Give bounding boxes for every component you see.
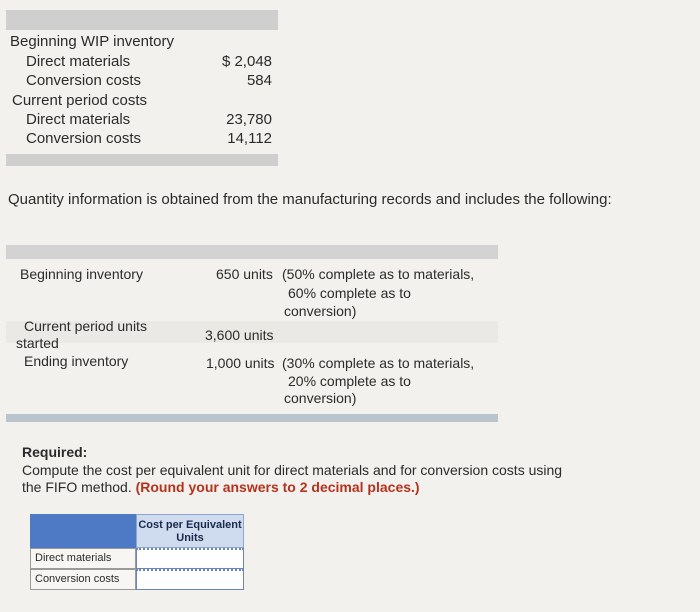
beginning-inventory-note: (50% complete as to materials, [282,266,475,282]
cost-row-label: Conversion costs [26,130,142,147]
answer-row-label: Conversion costs [30,569,136,590]
quantity-table-top-bar [6,245,498,259]
required-text: Compute the cost per equivalent unit for direct materials and for conversion costs using [22,462,563,478]
cost-row-label: Direct materials [26,53,131,70]
direct-materials-answer-input[interactable] [136,548,244,569]
units-started-label: started [16,335,59,351]
units-started-label: Current period units [24,318,147,334]
cost-row-label: Current period costs [12,92,148,109]
rounding-instruction: (Round your answers to 2 decimal places.) [135,479,420,495]
required-text-method: the FIFO method. [22,479,132,495]
required-heading: Required: [22,444,88,460]
ending-inventory-label: Ending inventory [24,353,129,369]
cost-row-value: $ 2,048 [221,53,272,70]
cost-row-value: 23,780 [226,111,272,128]
ending-inventory-note: 20% complete as to [288,373,411,389]
quantity-table-bottom-bar [6,414,498,422]
answer-table [30,514,244,590]
cost-table-bottom-bar [6,154,278,166]
units-started-value: 3,600 units [205,327,274,343]
cost-row-label: Beginning WIP inventory [10,33,174,50]
ending-inventory-note: (30% complete as to materials, [282,355,475,371]
answer-row-label: Direct materials [30,548,136,569]
beginning-inventory-note: conversion) [284,303,357,319]
cost-row-value: 14,112 [227,130,272,147]
quantity-intro-text: Quantity information is obtained from the manufacturing records and includes the following: [8,191,612,208]
ending-inventory-note: conversion) [284,390,357,406]
required-text [22,479,420,496]
conversion-costs-answer-input[interactable] [136,569,244,590]
beginning-inventory-label: Beginning inventory [20,266,143,282]
beginning-inventory-note: 60% complete as to [288,285,411,301]
ending-inventory-units: 1,000 units [206,355,275,371]
top-divider-bar [6,10,278,30]
cost-row-label: Conversion costs [26,72,142,89]
beginning-inventory-units: 650 units [216,266,273,282]
cost-row-value: 584 [246,72,272,89]
cost-per-equivalent-units-header: Cost per Equivalent Units [136,514,244,548]
cost-row-label: Direct materials [26,111,131,128]
